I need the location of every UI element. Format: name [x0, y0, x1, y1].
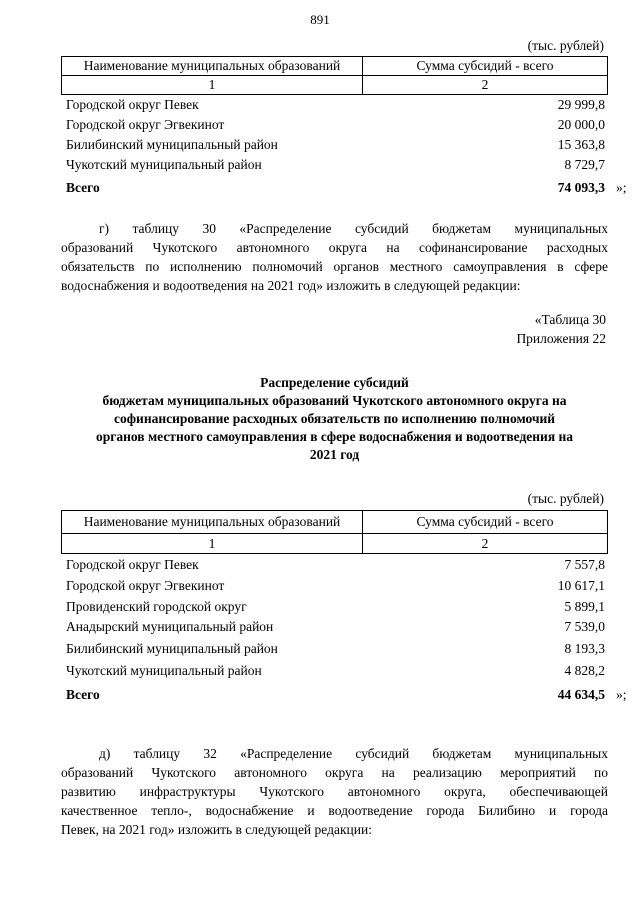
total-value: 74 093,3	[557, 180, 605, 195]
table-row	[61, 557, 608, 576]
table-row	[61, 157, 608, 176]
row-name: Городской округ Певек	[66, 557, 199, 572]
table1-col-num-1: 1	[62, 76, 363, 95]
table2-col-num-1: 1	[62, 534, 363, 554]
table-row	[61, 137, 608, 156]
table1-col-num-2: 2	[363, 76, 608, 95]
row-value: 8 193,3	[564, 641, 605, 656]
paragraph-line: Певек, на 2021 год» изложить в следующей редакции:	[61, 822, 372, 837]
paragraph-line: образований Чукотского автономного округа на софинансирование расходных	[61, 240, 608, 255]
row-value: 4 828,2	[564, 663, 605, 678]
row-name: Городской округ Эгвекинот	[66, 117, 225, 132]
row-name: Городской округ Певек	[66, 97, 199, 112]
title-line: Распределение субсидий	[260, 375, 409, 390]
table2-col-sum-header: Сумма субсидий - всего	[363, 511, 608, 534]
row-name: Провиденский городской округ	[66, 599, 247, 614]
table-title	[61, 374, 608, 464]
title-line: 2021 год	[309, 447, 360, 462]
table-row	[61, 97, 608, 116]
table-row	[61, 599, 608, 618]
row-value: 20 000,0	[557, 117, 605, 132]
table-row	[61, 578, 608, 597]
row-name: Билибинский муниципальный район	[66, 137, 278, 152]
row-name: Городской округ Эгвекинот	[66, 578, 225, 593]
table1-unit: (тыс. рублей)	[527, 38, 604, 53]
table-row	[61, 641, 608, 660]
table2-total-row	[61, 687, 627, 706]
closing-quote: »;	[616, 687, 627, 702]
table2-col-name-header: Наименование муниципальных образований	[62, 511, 363, 534]
row-name: Чукотский муниципальный район	[66, 157, 262, 172]
total-label: Всего	[66, 687, 100, 702]
table1-total-row	[61, 180, 627, 199]
total-label: Всего	[66, 180, 100, 195]
table1-col-sum-header: Сумма субсидий - всего	[363, 57, 608, 76]
table1-header	[61, 56, 608, 95]
table2-header	[61, 510, 608, 554]
title-line: бюджетам муниципальных образований Чукотского автономного округа на	[102, 393, 567, 408]
row-name: Чукотский муниципальный район	[66, 663, 262, 678]
paragraph-d	[61, 744, 608, 839]
table-number: «Таблица 30	[534, 312, 606, 327]
row-name: Анадырский муниципальный район	[66, 619, 274, 634]
paragraph-line: образований Чукотского автономного округа на реализацию мероприятий по	[61, 765, 608, 780]
table-row	[61, 663, 608, 682]
table-row	[61, 117, 608, 136]
row-value: 10 617,1	[557, 578, 605, 593]
title-line: органов местного самоуправления в сфере водоснабжения и водоотведения на	[95, 429, 574, 444]
closing-quote: »;	[616, 180, 627, 195]
row-value: 15 363,8	[557, 137, 605, 152]
table1-col-name-header: Наименование муниципальных образований	[62, 57, 363, 76]
table2-col-num-2: 2	[363, 534, 608, 554]
paragraph-line: обязательств по исполнению полномочий органов местного самоуправления в сфере	[61, 259, 608, 274]
row-value: 5 899,1	[564, 599, 605, 614]
row-value: 7 557,8	[564, 557, 605, 572]
page-number: 891	[310, 12, 330, 27]
title-line: софинансирование расходных обязательств по исполнению полномочий	[113, 411, 556, 426]
row-value: 29 999,8	[557, 97, 605, 112]
paragraph-line: развитию инфраструктуры Чукотского автономного округа, обеспечивающей	[61, 784, 608, 799]
paragraph-line: д) таблицу 32 «Распределение субсидий бюджетам муниципальных	[99, 746, 608, 761]
table2-unit: (тыс. рублей)	[527, 491, 604, 506]
row-value: 8 729,7	[564, 157, 605, 172]
total-value: 44 634,5	[557, 687, 605, 702]
paragraph-line: качественное тепло-, водоснабжение и водоотведение города Билибино и города	[61, 803, 608, 818]
table-reference	[516, 310, 606, 348]
paragraph-line: водоснабжения и водоотведения на 2021 год» изложить в следующей редакции:	[61, 278, 521, 293]
paragraph-g	[61, 219, 608, 295]
table-row	[61, 619, 608, 638]
row-value: 7 539,0	[564, 619, 605, 634]
appendix-number: Приложения 22	[516, 331, 606, 346]
paragraph-line: г) таблицу 30 «Распределение субсидий бюджетам муниципальных	[99, 221, 608, 236]
row-name: Билибинский муниципальный район	[66, 641, 278, 656]
